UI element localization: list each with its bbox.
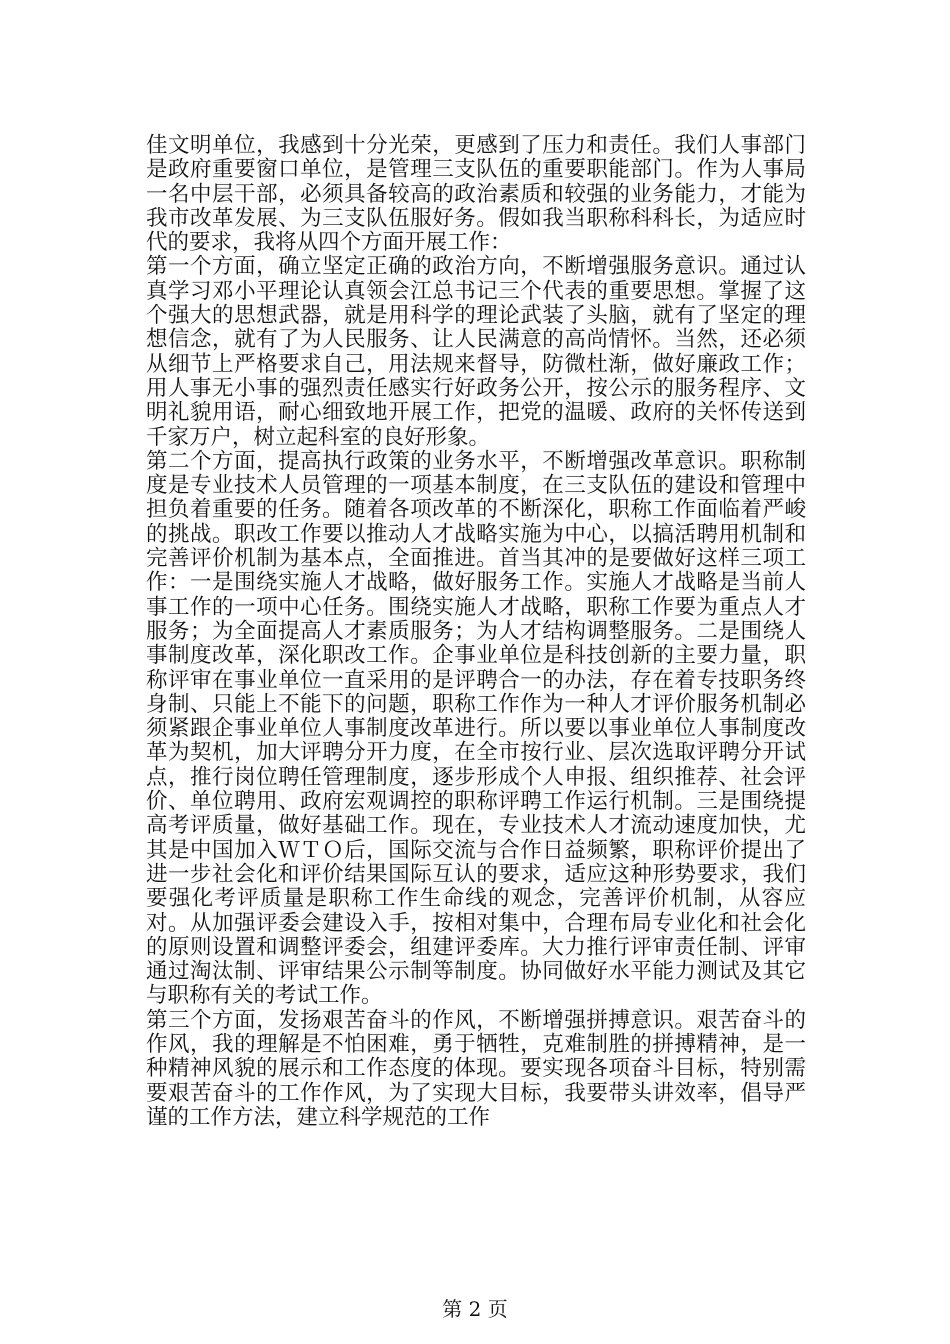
paragraph-first-aspect: 第一个方面，确立坚定正确的政治方向，不断增强服务意识。通过认真学习邓小平理论认真领会江总书记三个代表的重要思想。掌握了这个强大的思想武器，就是用科学的理论武装了头脑，就有了坚定的理想信念，就有了为人民服务、让人民满意的高尚情怀。当然，还必须从细节上严格要求自己，用法规来督导，防微杜渐，做好廉政工作；用人事无小事的强烈责任感实行好政务公开，按公示的服务程序、文明礼貌用语，耐心细致地开展工作，把党的温暖、政府的关怀传送到千家万户，树立起科室的良好形象。 (146, 254, 806, 450)
paragraph-third-aspect: 第三个方面，发扬艰苦奋斗的作风，不断增强拼搏意识。艰苦奋斗的作风，我的理解是不怕困难，勇于牺牲，克难制胜的拼搏精神，是一种精神风貌的展示和工作态度的体现。要实现各项奋斗目标，特别需要艰苦奋斗的工作作风，为了实现大目标，我要带头讲效率，倡导严谨的工作方法，建立科学规范的工作 (146, 1007, 806, 1130)
paragraph-intro: 佳文明单位，我感到十分光荣，更感到了压力和责任。我们人事部门是政府重要窗口单位，是管理三支队伍的重要职能部门。作为人事局一名中层干部，必须具备较高的政治素质和较强的业务能力，才能为我市改革发展、为三支队伍服好务。假如我当职称科科长，为适应时代的要求，我将从四个方面开展工作： (146, 133, 806, 256)
paragraph-second-aspect: 第二个方面，提高执行政策的业务水平，不断增强改革意识。职称制度是专业技术人员管理的一项基本制度，在三支队伍的建设和管理中担负着重要的任务。随着各项改革的不断深化，职称工作面临着严峻的挑战。职改工作要以推动人才战略实施为中心，以搞活聘用机制和完善评价机制为基本点，全面推进。首当其冲的是要做好这样三项工作：一是围绕实施人才战略，做好服务工作。实施人才战略是当前人事工作的一项中心任务。围绕实施人才战略，职称工作要为重点人才服务；为全面提高人才素质服务；为人才结构调整服务。二是围绕人事制度改革，深化职改工作。企事业单位是科技创新的主要力量，职称评审在事业单位一直采用的是评聘合一的办法，存在着专技职务终身制、只能上不能下的问题，职称工作作为一种人才评价服务机制必须紧跟企事业单位人事制度改革进行。所以要以事业单位人事制度改革为契机，加大评聘分开力度，在全市按行业、层次选取评聘分开试点，推行岗位聘任管理制度，逐步形成个人申报、组织推荐、社会评价、单位聘用、政府宏观调控的职称评聘工作运行机制。三是围绕提高考评质量，做好基础工作。现在，专业技术人才流动速度加快，尤其是中国加入ＷＴＯ后，国际交流与合作日益频繁，职称评价提出了进一步社会化和评价结果国际互认的要求，适应这种形势要求，我们要强化考评质量是职称工作生命线的观念，完善评价机制，从容应对。从加强评委会建设入手，按相对集中，合理布局专业化和社会化的原则设置和调整评委会，组建评委库。大力推行评审责任制、评审通过淘汰制、评审结果公示制等制度。协同做好水平能力测试及其它与职称有关的考试工作。 (146, 448, 806, 1009)
page-number: 第 2 页 (442, 1297, 508, 1321)
document-body (146, 134, 806, 1130)
